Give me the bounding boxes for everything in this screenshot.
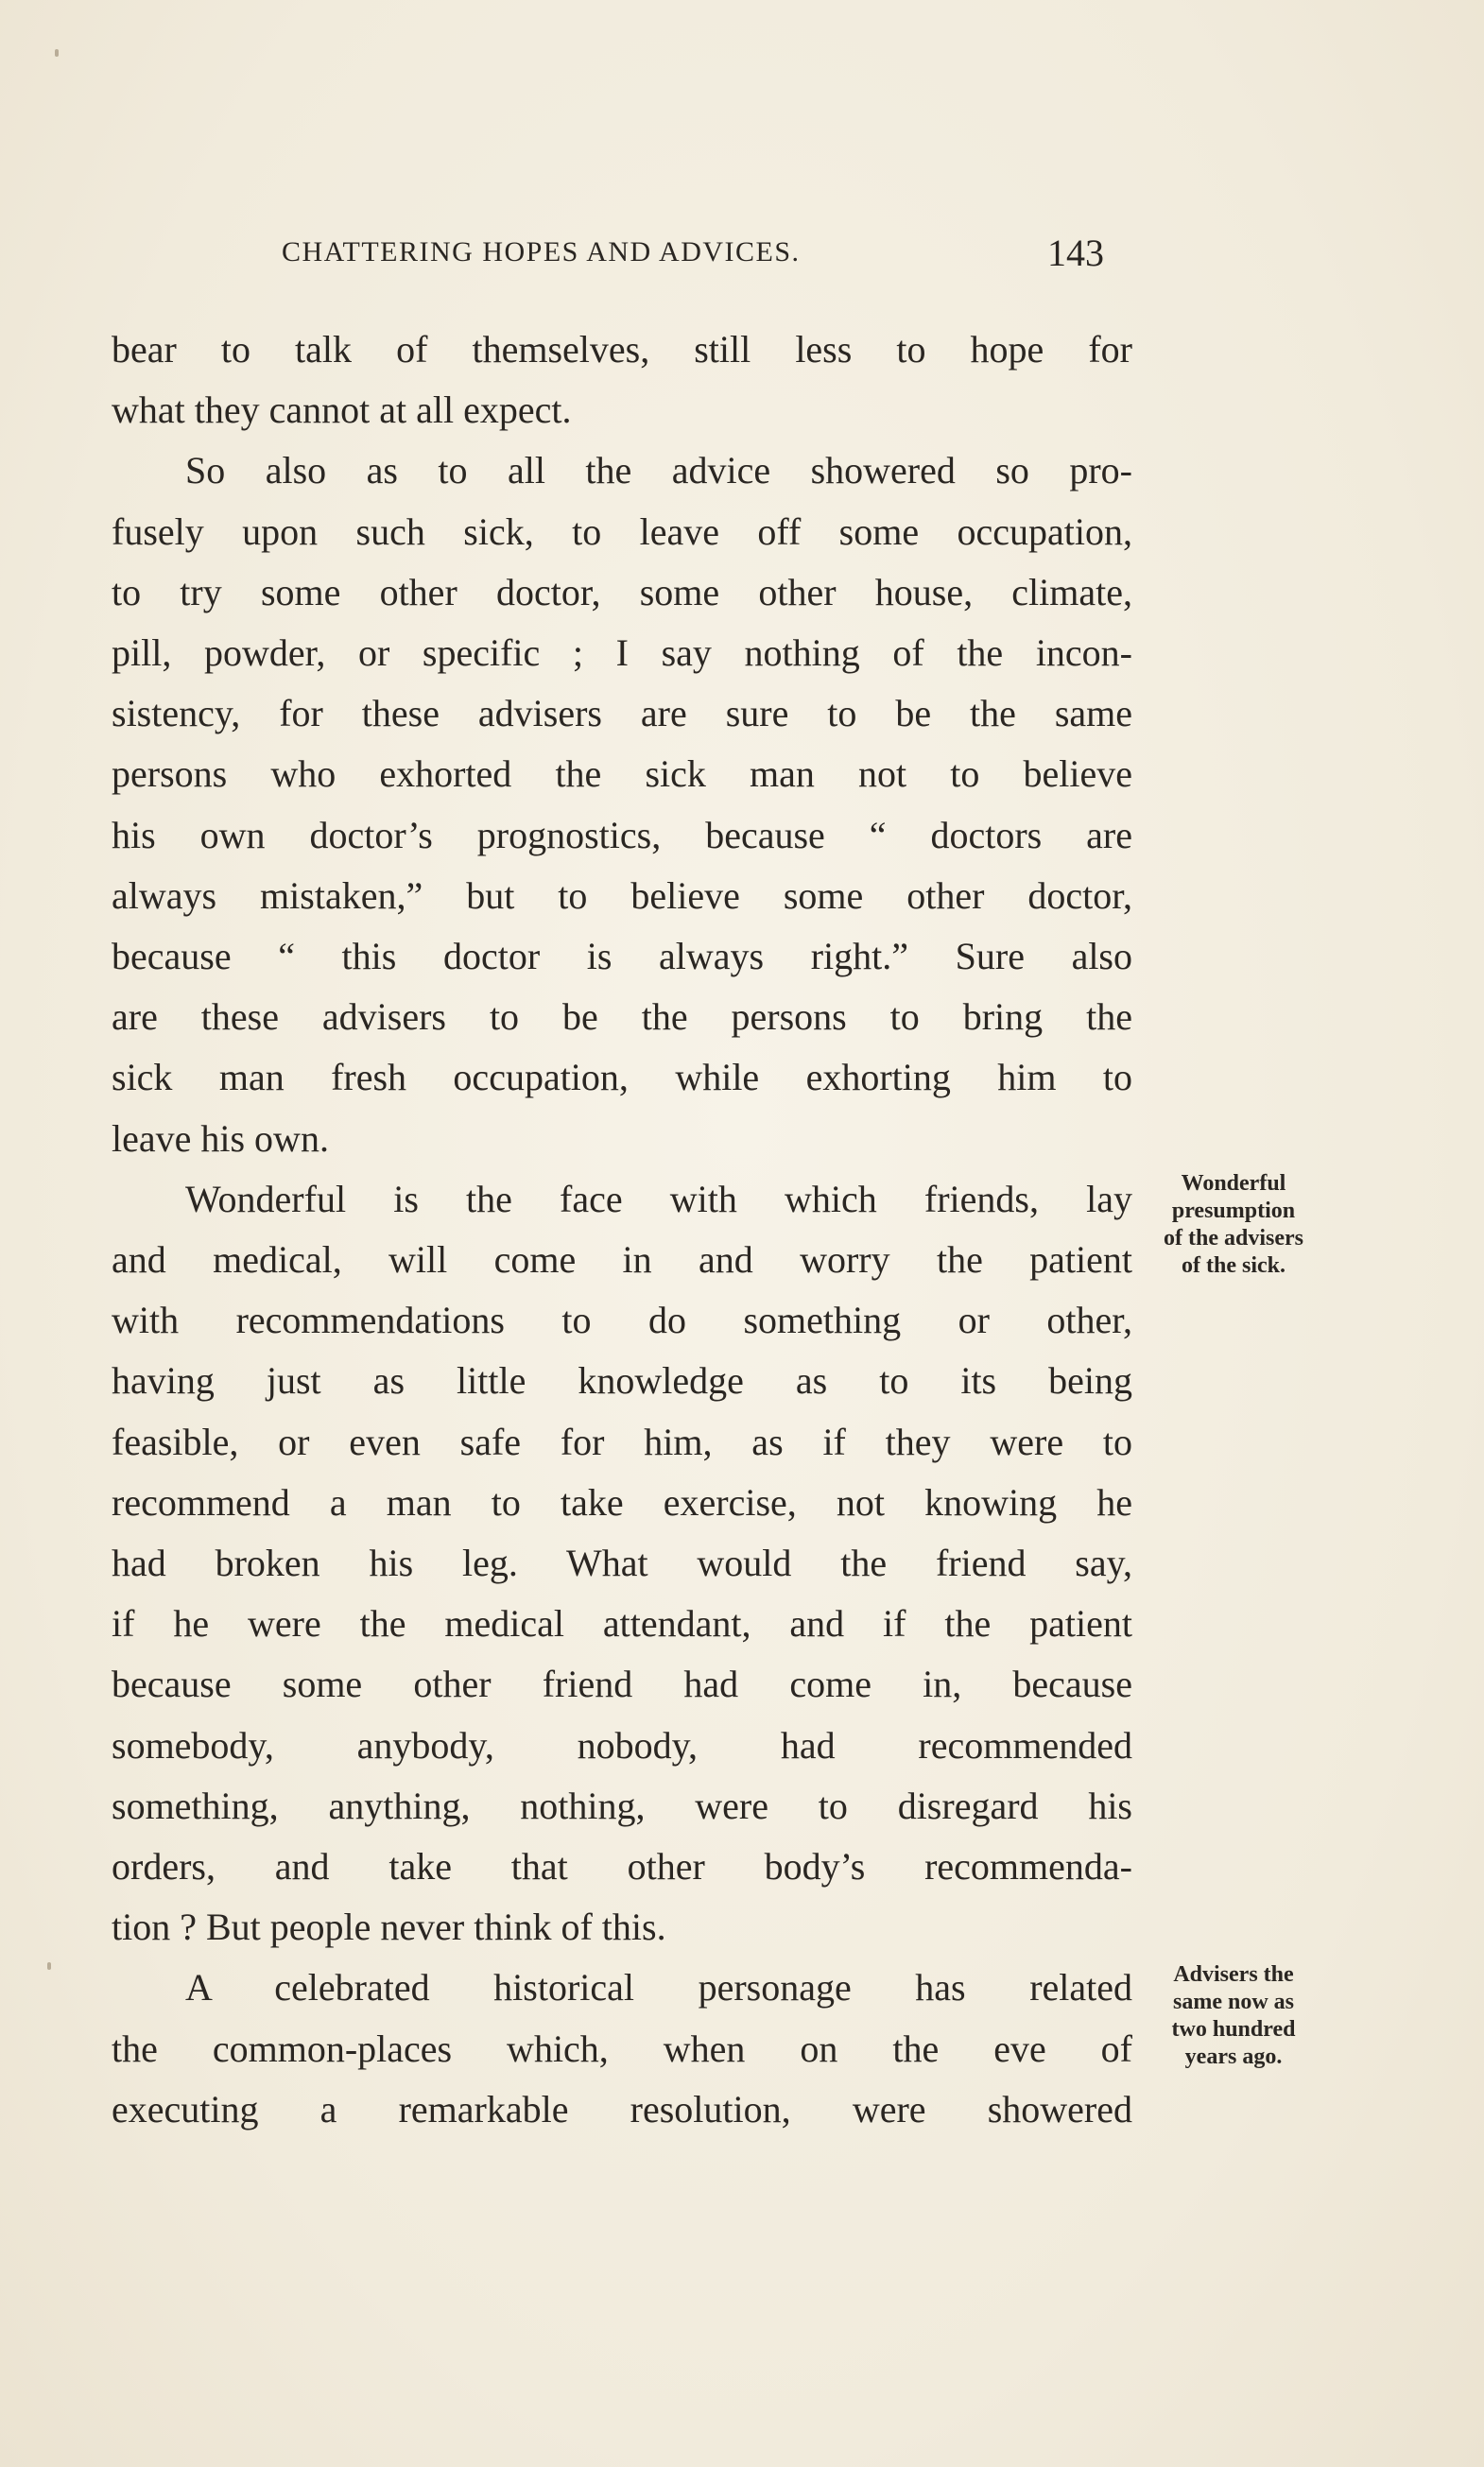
- text-line: pill, powder, or specific ; I say nothing of the incon-: [112, 631, 1132, 675]
- text-line: because “ this doctor is always right.” Sure also: [112, 935, 1132, 978]
- margin-note-line: presumption: [1171, 1199, 1296, 1223]
- text-line: because some other friend had come in, because: [112, 1663, 1132, 1706]
- margin-note-line: years ago.: [1184, 2044, 1283, 2069]
- margin-note-line: of the advisers: [1164, 1226, 1303, 1251]
- text-line: are these advisers to be the persons to bring the: [112, 995, 1132, 1039]
- text-line: having just as little knowledge as to its being: [112, 1359, 1132, 1403]
- margin-note: [1134, 1170, 1333, 1280]
- paragraph: [112, 319, 1132, 440]
- text-line: what they cannot at all expect.: [112, 388, 572, 432]
- margin-note-line: Wonderful: [1181, 1171, 1286, 1196]
- margin-note-line: of the sick.: [1182, 1253, 1286, 1278]
- text-line: sick man fresh occupation, while exhorting him to: [112, 1056, 1132, 1099]
- running-title: CHATTERING HOPES AND ADVICES.: [282, 236, 801, 267]
- margin-note: [1134, 1961, 1333, 2071]
- text-line: feasible, or even safe for him, as if they were to: [112, 1420, 1132, 1463]
- page-header: [282, 231, 1104, 278]
- text-line: recommend a man to take exercise, not knowing he: [112, 1480, 1132, 1524]
- margin-note-line: same now as: [1172, 1990, 1294, 2014]
- text-line: and medical, will come in and worry the patient: [112, 1238, 1132, 1282]
- text-line: with recommendations to do something or other,: [112, 1299, 1132, 1342]
- text-line: to try some other doctor, some other house, climate,: [112, 570, 1132, 613]
- text-line: if he were the medical attendant, and if the patient: [112, 1602, 1132, 1646]
- text-line: persons who exhorted the sick man not to believe: [112, 752, 1132, 796]
- text-line: sistency, for these advisers are sure to be the same: [112, 692, 1132, 735]
- text-line: fusely upon such sick, to leave off some occupation,: [112, 509, 1132, 553]
- text-line: tion ? But people never think of this.: [112, 1906, 666, 1949]
- margin-note-line: Advisers the: [1173, 1962, 1294, 1987]
- text-line: leave his own.: [112, 1116, 329, 1160]
- text-line: had broken his leg. What would the friend say,: [112, 1542, 1132, 1585]
- text-line: executing a remarkable resolution, were showered: [112, 2087, 1132, 2131]
- text-line: bear to talk of themselves, still less to hope for: [112, 328, 1132, 371]
- text-line: Wonderful is the face with which friends, lay: [185, 1177, 1132, 1220]
- text-line: always mistaken,” but to believe some other doctor,: [112, 873, 1132, 917]
- text-line: something, anything, nothing, were to disregard his: [112, 1784, 1132, 1827]
- paper-speck: [47, 1962, 51, 1970]
- paragraph: [112, 1169, 1132, 1958]
- text-line: his own doctor’s prognostics, because “ doctors are: [112, 813, 1132, 856]
- text-line: So also as to all the advice showered so pro-: [185, 449, 1132, 492]
- text-line: orders, and take that other body’s recommenda-: [112, 1845, 1132, 1889]
- body-text: [112, 319, 1132, 2140]
- paragraph: [112, 440, 1132, 1168]
- paragraph: [112, 1958, 1132, 2140]
- text-line: the common-places which, when on the eve of: [112, 2027, 1132, 2070]
- text-line: A celebrated historical personage has related: [185, 1966, 1132, 2010]
- text-line: somebody, anybody, nobody, had recommended: [112, 1723, 1132, 1767]
- paper-speck: [55, 49, 59, 57]
- page-number: 143: [1047, 232, 1104, 274]
- margin-note-line: two hundred: [1171, 2017, 1296, 2042]
